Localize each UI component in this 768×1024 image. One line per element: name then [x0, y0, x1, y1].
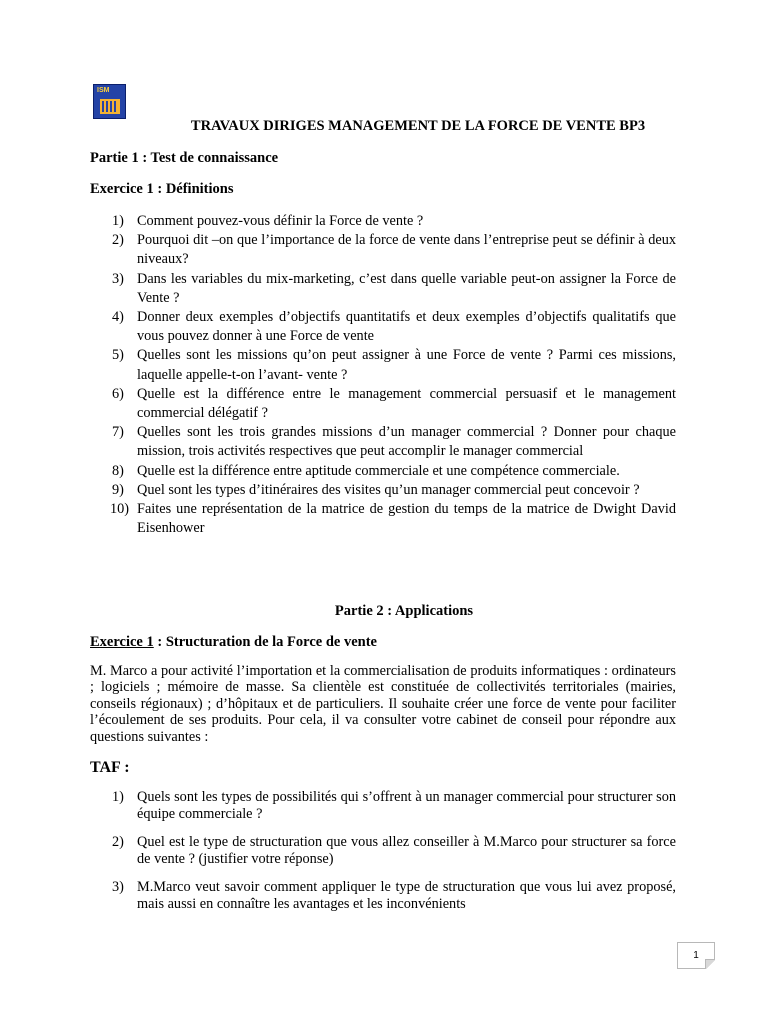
question-item [90, 385, 676, 423]
question-number: 9) [112, 481, 124, 498]
case-paragraph: M. Marco a pour activité l’importation et la commercialisation de produits informatiques : ordinateurs ; logiciels ; mémoire de masse. Sa clientèle est constituée de collectivités territoriales (mairies, conseils régionaux) ; d’hôpitaux et de particuliers. Il souhaite créer une force de vente pour faciliter l’écoulement de ses produits. Pour cela, il va consulter votre cabinet de conseil pour répondre aux questions suivantes : [90, 663, 676, 745]
task-number: 3) [112, 879, 124, 895]
task-number: 2) [112, 834, 124, 850]
question-number: 10) [110, 501, 130, 518]
task-text: M.Marco veut savoir comment appliquer le type de structuration que vous lui avez proposé, mais aussi en connaître les avantages et les inconvénients [137, 879, 676, 912]
question-number: 1) [112, 213, 124, 229]
task-item [90, 834, 676, 868]
question-text: Quelles sont les trois grandes missions d’un manager commercial ? Donner pour chaque mission, trois activités respectives que peut accomplir le manager commercial [137, 424, 676, 460]
task-text: Quel est le type de structuration que vous allez conseiller à M.Marco pour structurer sa force de vente ? (justifier votre réponse) [137, 834, 676, 867]
exercise-label: Exercice 1 [90, 634, 154, 650]
question-item [90, 346, 676, 384]
question-text: Quelles sont les missions qu’on peut assigner à une Force de vente ? Parmi ces missions, laquelle appelle-t-on l’avant- vente ? [137, 347, 676, 383]
question-text: Quelle est la différence entre le management commercial persuasif et le management commercial délégatif ? [137, 385, 676, 422]
taf-task-list [90, 789, 676, 924]
task-item [90, 789, 676, 823]
question-number: 5) [112, 347, 124, 364]
question-text: Pourquoi dit –on que l’importance de la force de vente dans l’entreprise peut se définir à deux niveaux? [137, 232, 676, 268]
question-number: 6) [112, 385, 124, 402]
definitions-question-list [90, 212, 676, 538]
question-number: 8) [112, 462, 124, 479]
page-number: 1 [677, 942, 715, 969]
task-text: Quels sont les types de possibilités qui s’offrent à un manager commercial pour structurer son équipe commerciale ? [137, 789, 676, 822]
part1-heading: Partie 1 : Test de connaissance [90, 150, 279, 166]
question-item [90, 212, 676, 231]
part2-heading: Partie 2 : Applications [334, 603, 474, 619]
ism-logo [93, 84, 126, 119]
question-item [90, 462, 676, 481]
question-text: Quelle est la différence entre aptitude commerciale et une compétence commerciale. [137, 462, 620, 479]
logo-text: ISM [97, 87, 110, 94]
question-item [90, 423, 676, 461]
question-text: Donner deux exemples d’objectifs quantitatifs et deux exemples d’objectifs qualitatifs que vous pouvez donner à une Force de vente [137, 309, 676, 345]
building-icon [100, 99, 120, 114]
exercise-title: : Structuration de la Force de vente [153, 634, 377, 650]
question-text: Quel sont les types d’itinéraires des visites qu’un manager commercial peut concevoir ? [137, 481, 640, 498]
question-item [90, 308, 676, 346]
question-text: Faites une représentation de la matrice de gestion du temps de la matrice de Dwight David Eisenhower [137, 501, 676, 537]
question-number: 3) [112, 270, 124, 287]
taf-label: TAF : [90, 759, 130, 776]
exercise-structuration-heading [90, 634, 377, 651]
question-item [90, 500, 676, 538]
question-text: Dans les variables du mix-marketing, c’est dans quelle variable peut-on assigner la Force de Vente ? [137, 270, 676, 306]
document-title: TRAVAUX DIRIGES MANAGEMENT DE LA FORCE DE VENTE BP3 [190, 118, 646, 134]
exercise1-heading: Exercice 1 : Définitions [90, 181, 234, 197]
question-number: 4) [112, 309, 124, 326]
question-item [90, 270, 676, 308]
question-text: Comment pouvez-vous définir la Force de vente ? [137, 213, 424, 229]
task-item [90, 879, 676, 913]
question-item [90, 231, 676, 269]
question-item [90, 481, 676, 500]
task-number: 1) [112, 789, 124, 805]
question-number: 7) [112, 424, 124, 441]
question-number: 2) [112, 232, 124, 249]
